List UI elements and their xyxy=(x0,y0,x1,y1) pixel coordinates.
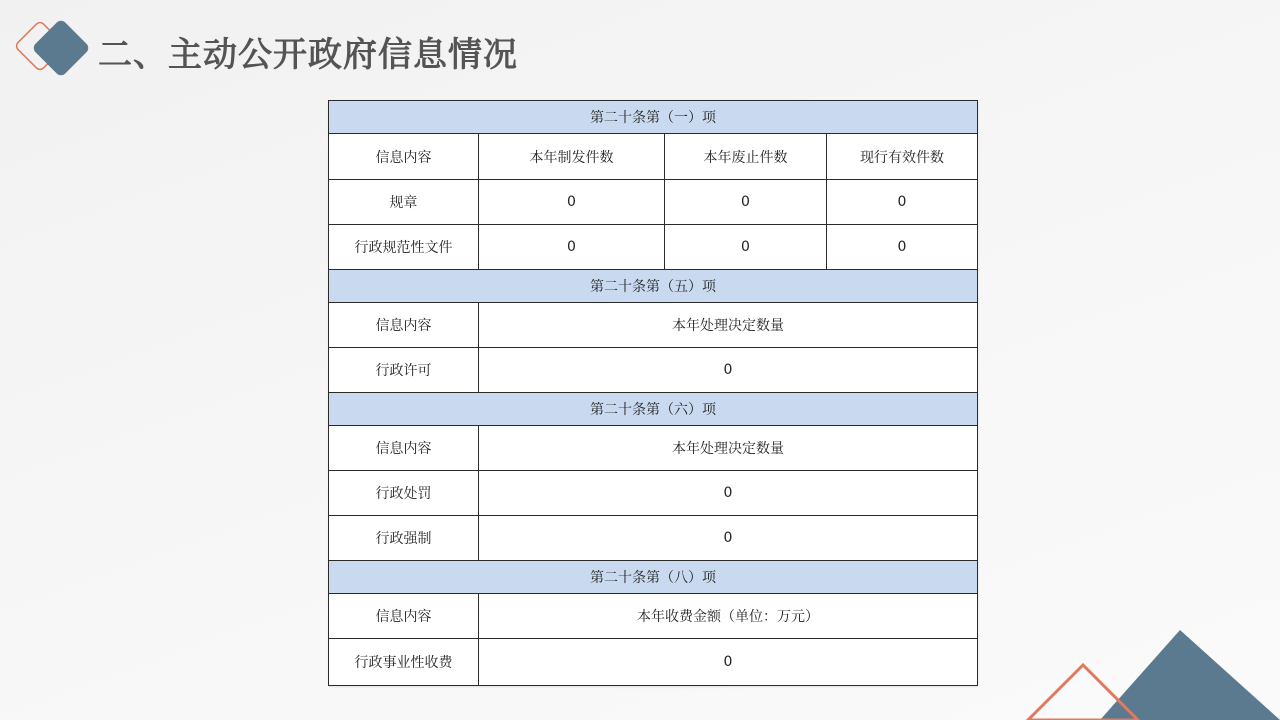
title-diamond-icon xyxy=(0,0,100,100)
section-header-row xyxy=(329,393,978,426)
row-label: 行政处罚 xyxy=(329,471,479,516)
column-header-row xyxy=(329,134,978,180)
table-cell: 0 xyxy=(479,348,978,393)
section-header-row xyxy=(329,270,978,303)
column-header: 信息内容 xyxy=(329,426,479,471)
table-cell: 0 xyxy=(479,516,978,561)
corner-triangles-decoration xyxy=(1020,620,1280,720)
row-label: 行政规范性文件 xyxy=(329,225,479,270)
section-header: 第二十条第（五）项 xyxy=(329,270,978,303)
column-header: 信息内容 xyxy=(329,134,479,180)
column-header: 本年处理决定数量 xyxy=(479,426,978,471)
section-header: 第二十条第（六）项 xyxy=(329,393,978,426)
column-header: 现行有效件数 xyxy=(827,134,978,180)
column-header: 本年处理决定数量 xyxy=(479,303,978,348)
row-label: 行政事业性收费 xyxy=(329,639,479,686)
table-cell: 0 xyxy=(479,471,978,516)
table-cell: 0 xyxy=(665,180,827,225)
row-label: 规章 xyxy=(329,180,479,225)
table-row xyxy=(329,348,978,393)
table-cell: 0 xyxy=(827,180,978,225)
column-header: 信息内容 xyxy=(329,594,479,639)
table-cell: 0 xyxy=(479,225,665,270)
column-header: 本年制发件数 xyxy=(479,134,665,180)
column-header-row xyxy=(329,594,978,639)
table-row xyxy=(329,516,978,561)
page-title: 二、主动公开政府信息情况 xyxy=(98,35,518,75)
section-header-row xyxy=(329,561,978,594)
disclosure-table xyxy=(328,100,977,686)
row-label: 行政强制 xyxy=(329,516,479,561)
table-row xyxy=(329,225,978,270)
section-header: 第二十条第（一）项 xyxy=(329,101,978,134)
column-header: 信息内容 xyxy=(329,303,479,348)
table-cell: 0 xyxy=(827,225,978,270)
row-label: 行政许可 xyxy=(329,348,479,393)
section-header: 第二十条第（八）项 xyxy=(329,561,978,594)
table-row xyxy=(329,180,978,225)
column-header-row xyxy=(329,303,978,348)
column-header: 本年收费金额（单位：万元） xyxy=(479,594,978,639)
table-row xyxy=(329,639,978,686)
column-header: 本年废止件数 xyxy=(665,134,827,180)
column-header-row xyxy=(329,426,978,471)
section-header-row xyxy=(329,101,978,134)
table-cell: 0 xyxy=(665,225,827,270)
table-cell: 0 xyxy=(479,639,978,686)
table-cell: 0 xyxy=(479,180,665,225)
table-row xyxy=(329,471,978,516)
